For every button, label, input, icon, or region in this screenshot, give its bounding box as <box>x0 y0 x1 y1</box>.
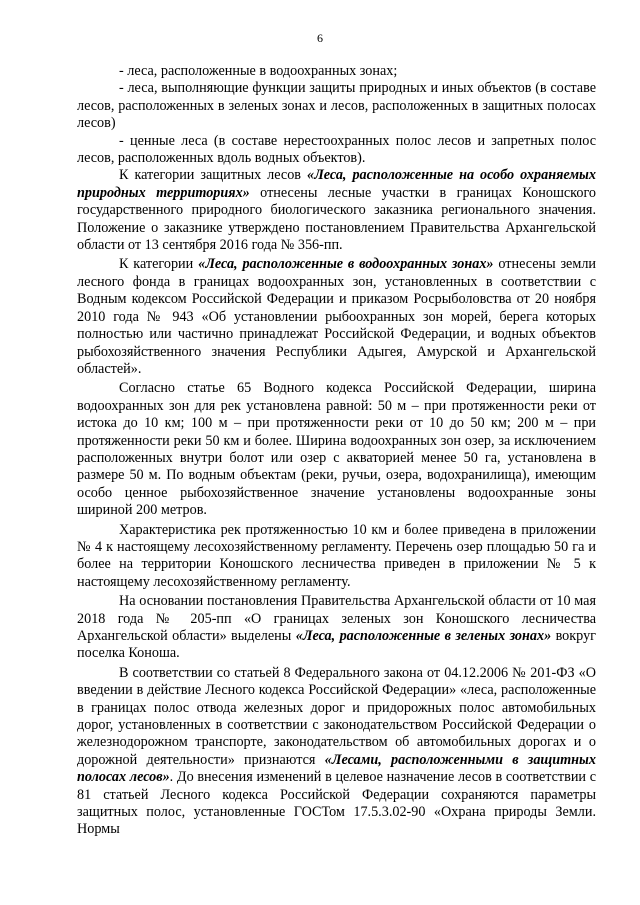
paragraph-text: отнесены лесные участки в границах Коношского государственного природного биологического заказника регионального значения. Положение о заказнике утверждено постановлением Правительства Архангельской области от 13 сентября 2016 года № 356-пп. <box>77 184 596 254</box>
paragraph-text: К категории защитных лесов <box>119 167 307 184</box>
list-item: - леса, выполняющие функции защиты природных и иных объектов (в составе лесов, расположенных в зеленых зонах и лесов, расположенных в защитных полосах лесов) <box>77 80 596 132</box>
page-number: 6 <box>317 31 323 45</box>
paragraph-zone-widths: Согласно статье 65 Водного кодекса Российской Федерации, ширина водоохранных зон для рек установлена равной: 50 м – при протяженности реки от истока до 10 км; 100 м – при протяженности реки от 10 до 50 км; 200 м – при протяженности реки 50 км и более. Ширина водоохранных зон озер, за исключением расположенных внутри болот или озер с акваторией менее 50 га, установлена в размере 50 м. По водным объектам (реки, ручьи, озера, водохранилища), имеющим особо ценное рыбохозяйственное значение установлены водоохранные зоны шириной 200 метров. <box>77 380 596 519</box>
paragraph-text: В соответствии со статьей 8 Федерального закона от 04.12.2006 № 201-ФЗ «О введении в действие Лесного кодекса Российской Федерации» «леса, расположенные в границах полос отвода железных дорог и придорожных полос автомобильных дорог, установленных в соответствии с законодательством Российской Федерации о железнодорожном транспорте, законодательством об автомобильных дорогах и о дорожной деятельности» признаются <box>77 664 596 768</box>
paragraph-text: К категории <box>119 256 199 273</box>
list-item: - леса, расположенные в водоохранных зонах; <box>119 63 398 79</box>
paragraph-text: . До внесения изменений в целевое назначение лесов в соответствии с 81 статьей Лесного кодекса Российской Федерации сохраняются параметры защитных полос, установленные ГОСТом 17.5.3.02-90 «Охрана природы Земли. Нормы <box>77 769 596 838</box>
paragraph-text: На основании постановления Правительства Архангельской области от 10 мая 2018 года № 205-пп «О границах зеленых зон Коношского лесничества Архангельской области» выделены <box>77 593 596 644</box>
category-name: «Лесами, расположенными в защитных полосах лесов» <box>77 751 596 786</box>
paragraph-text: вокруг поселка Коноша. <box>77 628 596 662</box>
paragraph-green-zones <box>77 593 596 663</box>
paragraph-text: отнесены земли лесного фонда в границах водоохранных зон, установленных в соответствии с Водным кодексом Российской Федерации и приказом Росрыболовства от 20 ноября 2010 года № 943 «Об установлении рыбоохранных зон морей, берега которых полностью или частично принадлежат Российской Федерации, и водных объектов рыбохозяйственного значения Республики Адыгея, Амурской и Архангельской областей». <box>77 256 597 377</box>
paragraph-rivers-lakes: Характеристика рек протяженностью 10 км и более приведена в приложении № 4 к настоящему лесохозяйственному регламенту. Перечень озер площадью 50 га и более на территории Коношского лесничества приведен в приложении № 5 к настоящему лесохозяйственному регламенту. <box>77 521 596 590</box>
category-name: «Леса, расположенные в зеленых зонах» <box>295 628 552 644</box>
document-body <box>77 63 596 839</box>
paragraph-protective-strips <box>77 665 596 839</box>
category-name: «Леса, расположенные на особо охраняемых природных территориях» <box>77 167 596 201</box>
paragraph-protected-territories <box>77 167 596 254</box>
paragraph-water-protection-zones <box>77 256 596 378</box>
category-name: «Леса, расположенные в водоохранных зонах» <box>198 256 494 273</box>
list-item: - ценные леса (в составе нерестоохранных полос лесов и запретных полос лесов, расположенных вдоль водных объектов). <box>77 132 596 167</box>
